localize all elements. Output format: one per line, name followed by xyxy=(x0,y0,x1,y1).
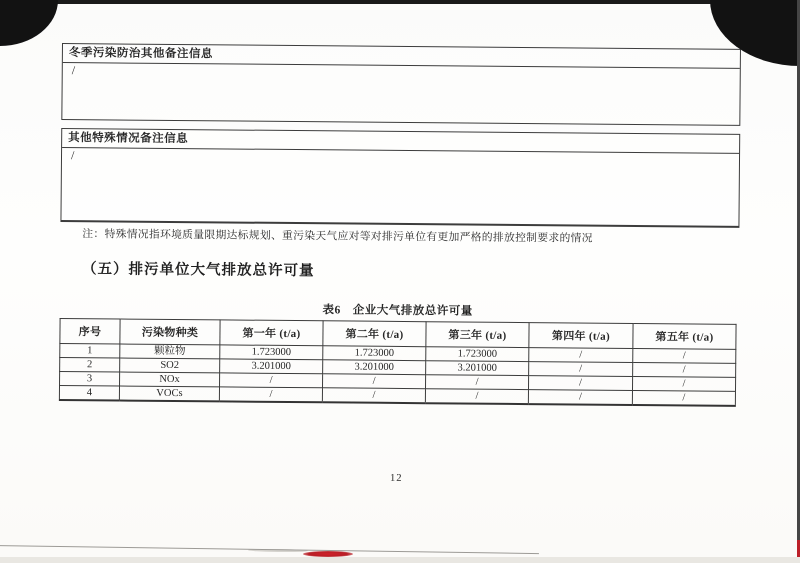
footnote: 注：特殊情况指环境质量限期达标规划、重污染天气应对等对排污单位有更加严格的排放控制要求的情况 xyxy=(82,228,593,245)
column-header-year4: 第四年 (t/a) xyxy=(529,323,633,349)
table-cell: SO2 xyxy=(120,358,220,373)
table-cell: / xyxy=(633,362,736,377)
table-cell: 颗粒物 xyxy=(120,344,220,359)
table-cell: 3.201000 xyxy=(220,359,323,374)
table-cell: / xyxy=(322,388,425,403)
table-cell: 1.723000 xyxy=(220,345,323,360)
winter-pollution-remarks-box xyxy=(61,43,741,126)
column-header-year5: 第五年 (t/a) xyxy=(633,323,736,349)
table-cell: / xyxy=(632,390,735,405)
table-cell: 3.201000 xyxy=(426,361,529,376)
table-cell: / xyxy=(528,390,632,405)
section-heading: （五）排污单位大气排放总许可量 xyxy=(81,261,315,280)
table-cell: / xyxy=(425,375,528,390)
column-header-seq: 序号 xyxy=(60,318,120,344)
table-cell: 1.723000 xyxy=(426,347,529,362)
table-cell: / xyxy=(632,376,735,391)
red-ink-mark xyxy=(303,551,353,557)
column-header-pollutant: 污染物种类 xyxy=(120,319,220,345)
table-cell: 4 xyxy=(59,385,119,400)
other-special-remarks-label: 其他特殊情况备注信息 xyxy=(62,129,739,154)
table-cell: 3 xyxy=(60,371,120,386)
table-cell: 1 xyxy=(60,343,120,358)
emissions-table xyxy=(59,318,737,407)
table-cell: / xyxy=(528,376,632,391)
table-cell: 2 xyxy=(60,357,120,372)
table-cell: / xyxy=(323,374,426,389)
scan-edge-top xyxy=(0,0,800,4)
table-cell: 1.723000 xyxy=(323,346,426,361)
column-header-year1: 第一年 (t/a) xyxy=(220,320,323,346)
winter-pollution-remarks-label: 冬季污染防治其他备注信息 xyxy=(63,44,740,69)
table-cell: VOCs xyxy=(119,386,219,401)
other-special-remarks-box xyxy=(60,128,740,228)
column-header-year3: 第三年 (t/a) xyxy=(426,322,529,348)
page-number: 12 xyxy=(389,472,403,484)
column-header-year2: 第二年 (t/a) xyxy=(323,321,426,347)
table-cell: / xyxy=(633,348,736,363)
table-cell: 3.201000 xyxy=(323,360,426,375)
table-cell: / xyxy=(220,373,323,388)
table-cell: / xyxy=(529,362,633,377)
table-cell: / xyxy=(529,348,633,363)
winter-pollution-remarks-value: / xyxy=(71,63,76,78)
table-cell: NOx xyxy=(120,372,220,387)
table-title: 表6 企业大气排放总许可量 xyxy=(322,304,473,318)
other-special-remarks-value: / xyxy=(70,148,75,163)
table-cell: / xyxy=(425,389,528,404)
table-cell: / xyxy=(219,387,322,402)
